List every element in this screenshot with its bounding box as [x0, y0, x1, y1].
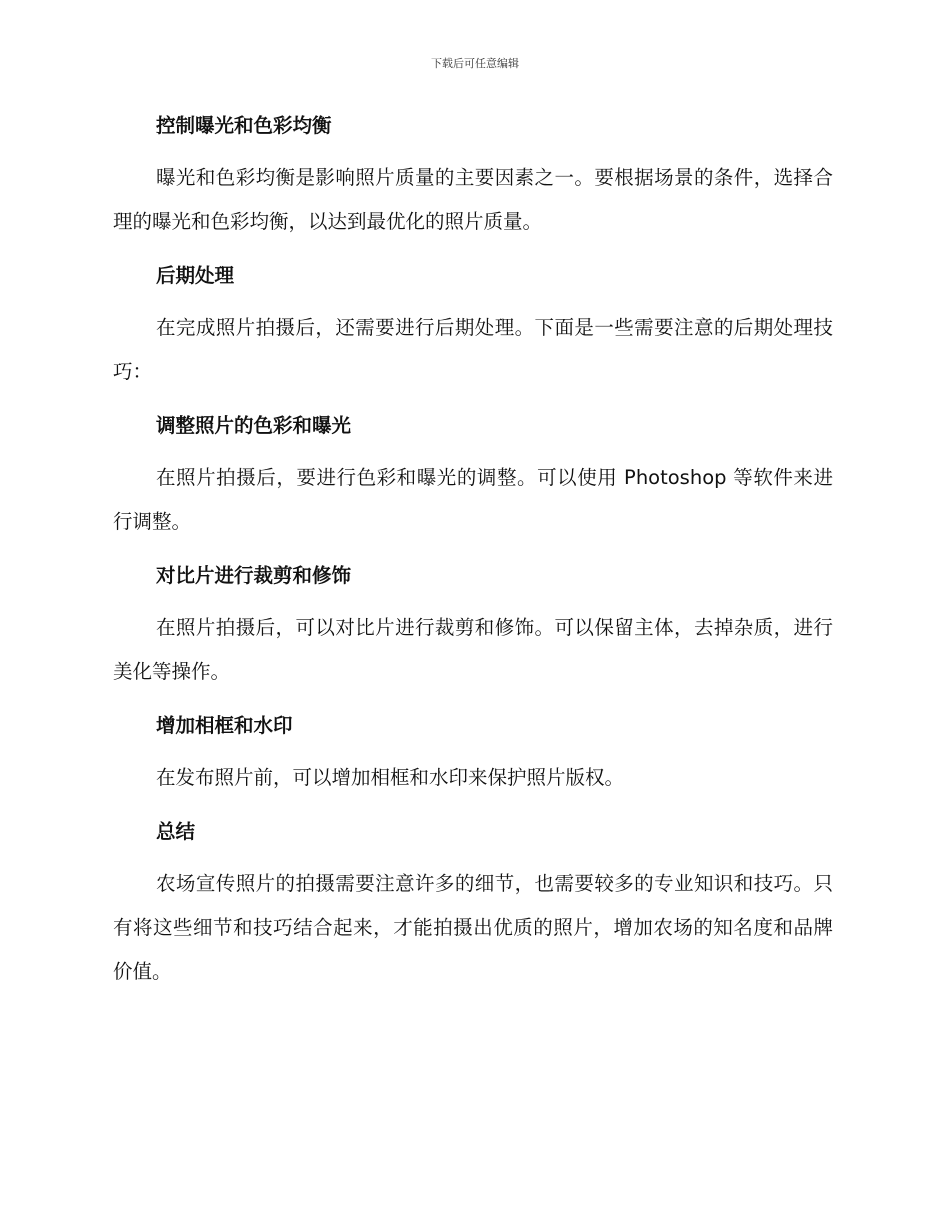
- section-paragraph: 在照片拍摄后，要进行色彩和曝光的调整。可以使用 Photoshop 等软件来进行调整。: [113, 466, 833, 533]
- section-heading: 控制曝光和色彩均衡: [156, 114, 332, 137]
- section-heading: 调整照片的色彩和曝光: [156, 414, 352, 437]
- section-heading: 对比片进行裁剪和修饰: [156, 564, 352, 587]
- section-heading: 总结: [156, 820, 196, 843]
- document-body: [113, 112, 833, 994]
- section-paragraph: 在发布照片前，可以增加相框和水印来保护照片版权。: [156, 766, 625, 789]
- section-paragraph: 在完成照片拍摄后，还需要进行后期处理。下面是一些需要注意的后期处理技巧：: [113, 316, 833, 383]
- section-paragraph: 曝光和色彩均衡是影响照片质量的主要因素之一。要根据场景的条件，选择合理的曝光和色彩均衡，以达到最优化的照片质量。: [113, 166, 833, 233]
- section-paragraph: 农场宣传照片的拍摄需要注意许多的细节，也需要较多的专业知识和技巧。只有将这些细节和技巧结合起来，才能拍摄出优质的照片，增加农场的知名度和品牌价值。: [113, 872, 833, 983]
- section-heading: 后期处理: [156, 264, 235, 287]
- section-paragraph: 在照片拍摄后，可以对比片进行裁剪和修饰。可以保留主体，去掉杂质，进行美化等操作。: [113, 616, 833, 683]
- section-heading: 增加相框和水印: [156, 714, 293, 737]
- page-header: 下载后可任意编辑: [431, 57, 519, 70]
